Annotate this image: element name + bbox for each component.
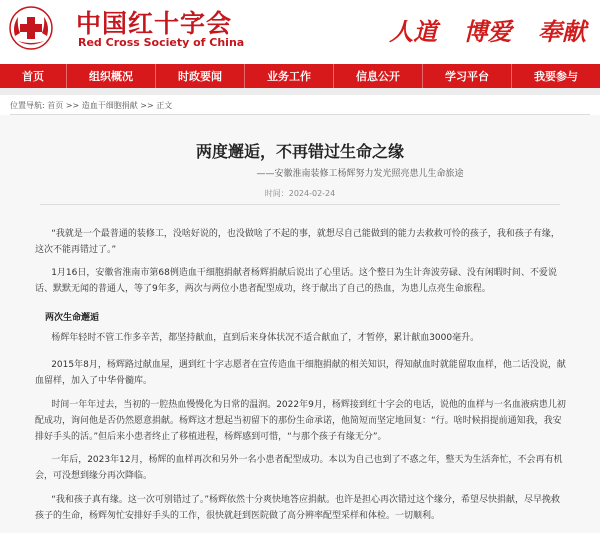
article-subtitle: ——安徽淮南装修工杨辉努力发光照亮患儿生命旅途 (256, 169, 464, 179)
article-paragraph: 时间一年年过去，当初的一腔热血慢慢化为日常的温润。2022年9月，杨辉接到红十字会的电话，说他的血样与一名血液病患儿初配成功，询问他是否仍然愿意捐献。杨辉这才想起当初留下的那份生命承诺，他简短而坚定地回复：“行。啥时候捐提前通知我，我安排好手头的活。”但后来小患者终止了移植进程，杨辉感到可惜，“与那个孩子有缘无分”。 (35, 400, 566, 442)
site-header (0, 0, 600, 64)
breadcrumb-separator: >> (140, 101, 154, 110)
article-paragraph: 杨辉年轻时不管工作多辛苦，都坚持献血，直到后来身体状况不适合献血了，才暂停，累计献血3000毫升。 (51, 333, 480, 343)
article-date: 时间：2024-02-24 (264, 189, 336, 198)
nav-item-home[interactable]: 首页 (0, 64, 67, 88)
breadcrumb-label: 位置导航: (10, 101, 45, 110)
article-paragraph: “我就是一个最普通的装修工，没啥好说的，也没做啥了不起的事，就想尽自己能做到的能力去救救可怜的孩子，我和孩子有缘，这次不能再错过了。” (35, 229, 560, 255)
slogan-fraternity: 博爱 (463, 17, 512, 46)
breadcrumb-current: 正文 (156, 101, 173, 110)
nav-item-disclosure[interactable]: 信息公开 (334, 64, 423, 88)
article-divider (40, 204, 560, 205)
slogan-humanity: 人道 (389, 17, 438, 46)
slogan-dedication: 奉献 (538, 17, 586, 46)
red-cross-emblem-icon[interactable] (9, 6, 53, 50)
breadcrumb (10, 100, 172, 111)
nav-item-learning[interactable]: 学习平台 (423, 64, 512, 88)
article-paragraph: 2015年8月，杨辉路过献血屋，遇到红十字志愿者在宣传造血干细胞捐献的相关知识，得知献血时就能留取血样，他二话没说，献血留样，加入了中华骨髓库。 (35, 360, 566, 386)
breadcrumb-home[interactable]: 首页 (47, 101, 64, 110)
nav-item-work[interactable]: 业务工作 (245, 64, 334, 88)
breadcrumb-section[interactable]: 造血干细胞捐献 (81, 101, 138, 110)
nav-subbar (0, 88, 600, 95)
article-paragraph: “我和孩子真有缘。这一次可别错过了。”杨辉依然十分爽快地答应捐献。也许是担心再次错过这个缘分，希望尽快捐献，尽早挽救孩子的生命，杨辉匆忙安排好手头的工作，很快就赶到医院做了高分辨率配型采样和体检。一切顺利。 (35, 495, 561, 521)
logo-english-name[interactable]: Red Cross Society of China (78, 36, 245, 49)
main-nav (0, 64, 600, 88)
nav-item-participate[interactable]: 我要参与 (534, 70, 578, 83)
slogan (371, 12, 586, 47)
breadcrumb-separator: >> (65, 101, 80, 110)
nav-item-organization[interactable]: 组织概况 (67, 64, 156, 88)
article-paragraph: 一年后，2023年12月，杨辉的血样再次和另外一名小患者配型成功。本以为自己也到了不惑之年，整天为生活奔忙，不会再有机会，可没想到缘分再次降临。 (35, 455, 563, 481)
article-title: 两度邂逅，不再错过生命之缘 (195, 142, 404, 161)
logo-chinese-name[interactable]: 中国红十字会 (76, 9, 233, 38)
nav-item-news[interactable]: 时政要闻 (156, 64, 245, 88)
section-heading: 两次生命邂逅 (45, 313, 100, 323)
article-paragraph: 1月16日，安徽省淮南市第68例造血干细胞捐献者杨辉捐献后说出了心里话。这个整日为生计奔波劳碌、没有闲暇时间、不爱说话、默默无闻的普通人，等了9年多，两次与两位小患者配型成功，终于献出了自己的热血，为患儿点亮生命旅程。 (35, 268, 557, 294)
